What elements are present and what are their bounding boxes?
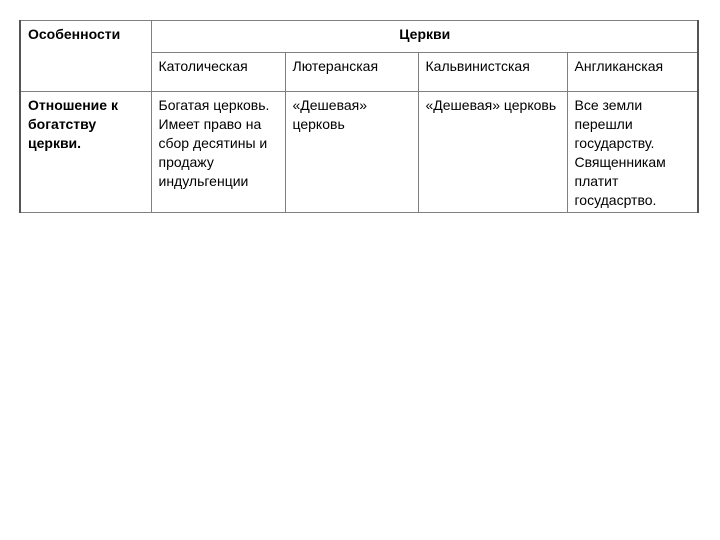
subheader-anglican-cell (567, 53, 698, 92)
table-row (20, 92, 698, 213)
subheader-anglican: Англиканская (574, 58, 664, 74)
subheader-calvinist-cell (418, 53, 567, 92)
anglican-text: Все земли перешли государству. Священникам платит госудасртво. (574, 97, 666, 208)
subheader-calvinist: Кальвинистская (425, 58, 530, 74)
churches-comparison-table (19, 20, 699, 213)
churches-header-cell (151, 21, 698, 53)
features-header-cell (20, 21, 151, 92)
subheader-catholic-cell (151, 53, 285, 92)
catholic-cell (151, 92, 285, 213)
churches-header: Церкви (399, 26, 451, 42)
row-label-cell (20, 92, 151, 213)
subheader-catholic: Католическая (158, 58, 248, 74)
calvinist-text: «Дешевая» церковь (425, 97, 557, 113)
subheader-lutheran: Лютеранская (292, 58, 379, 74)
subheader-lutheran-cell (285, 53, 418, 92)
catholic-text: Богатая церковь. Имеет право на сбор десятины и продажу индульгенции (158, 97, 270, 189)
lutheran-text: «Дешевая» церковь (292, 97, 368, 132)
features-header: Особенности (28, 26, 121, 42)
anglican-cell (567, 92, 698, 213)
lutheran-cell (285, 92, 418, 213)
row-label: Отношение к богатству церкви. (28, 97, 118, 151)
calvinist-cell (418, 92, 567, 213)
